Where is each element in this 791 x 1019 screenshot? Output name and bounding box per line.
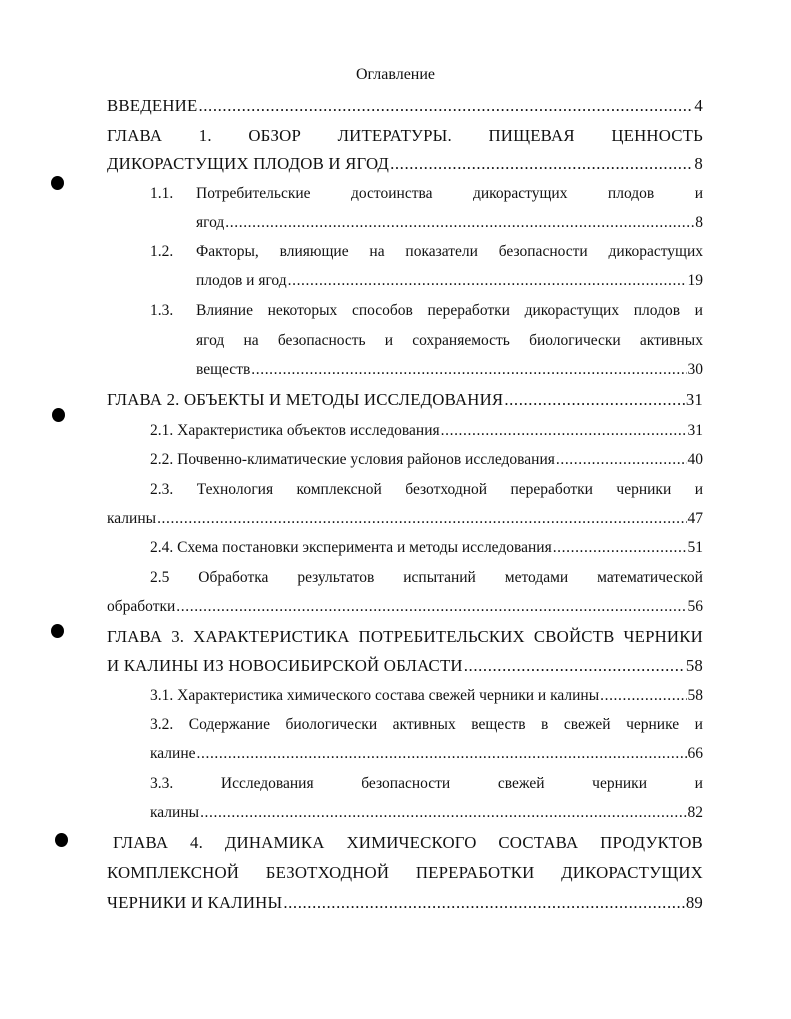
- page-number: 56: [687, 598, 703, 615]
- section-number: [150, 184, 173, 206]
- word: 2.3.: [150, 481, 174, 498]
- word: влияющие: [279, 243, 349, 260]
- word: способов: [351, 302, 413, 319]
- word: дикорастущих: [472, 185, 568, 202]
- word: ДИКОРАСТУЩИХ: [561, 863, 703, 882]
- word: ХИМИЧЕСКОГО: [346, 833, 477, 852]
- entry-text: ягод: [196, 214, 225, 231]
- page-number: 4: [694, 96, 703, 115]
- entry-text: ГЛАВА 2. ОБЪЕКТЫ И МЕТОДЫ ИССЛЕДОВАНИЯ: [107, 390, 504, 409]
- word: и: [384, 332, 394, 349]
- word: ГЛАВА: [113, 833, 169, 852]
- dot-leader: [464, 656, 685, 676]
- toc-entry-intro: [107, 96, 703, 118]
- dot-leader: [198, 96, 693, 116]
- toc-section-3-1: [150, 686, 703, 708]
- page-number: 31: [685, 390, 703, 409]
- toc-section-2-3-line2: [107, 509, 703, 531]
- page-number: 58: [687, 687, 703, 704]
- word: ЛИТЕРАТУРЫ.: [337, 126, 452, 145]
- dot-leader: [197, 744, 687, 764]
- section-number: [150, 242, 173, 264]
- section-number: [150, 301, 173, 323]
- word: ягод: [196, 332, 225, 349]
- page-number: 51: [687, 539, 703, 556]
- toc-section-1-2-line1: [196, 242, 703, 264]
- word: на: [369, 243, 385, 260]
- word: свежей: [497, 775, 545, 792]
- word: и: [694, 481, 703, 498]
- page-number: 47: [687, 510, 703, 527]
- page-number: 8: [695, 214, 703, 231]
- word: Факторы,: [196, 243, 259, 260]
- word: показатели: [405, 243, 478, 260]
- dot-leader: [600, 686, 686, 706]
- word: Содержание: [188, 716, 270, 733]
- word: ПОТРЕБИТЕЛЬСКИХ: [358, 627, 525, 646]
- page-number: 30: [687, 361, 703, 378]
- word: математической: [597, 569, 703, 586]
- word: Исследования: [220, 775, 314, 792]
- dot-leader: [390, 154, 693, 174]
- toc-title: Оглавление: [355, 66, 436, 83]
- word: ПРОДУКТОВ: [600, 833, 703, 852]
- entry-text: 2.4. Схема постановки эксперимента и методы исследования: [150, 539, 552, 556]
- toc-chapter-1-line2: [107, 154, 703, 176]
- toc-section-1-3-line1: [196, 301, 703, 323]
- word: веществ: [471, 716, 526, 733]
- word: сохраняемость: [412, 332, 510, 349]
- word: ПЕРЕРАБОТКИ: [415, 863, 535, 882]
- toc-chapter-1-line1: [107, 126, 703, 148]
- entry-text: калины: [150, 804, 200, 821]
- word: СВОЙСТВ: [533, 627, 615, 646]
- word: безопасность: [277, 332, 366, 349]
- word: безотходной: [405, 481, 488, 498]
- toc-section-3-3-line2: [150, 803, 703, 825]
- word: 2.5: [150, 569, 170, 586]
- word: КОМПЛЕКСНОЙ: [107, 863, 240, 882]
- word: некоторых: [267, 302, 338, 319]
- word: результатов: [297, 569, 375, 586]
- toc-chapter-4-line2: [107, 863, 703, 885]
- word: черники: [616, 481, 672, 498]
- word: достоинства: [351, 185, 433, 202]
- punch-hole-mark: [52, 408, 65, 422]
- toc-section-1-1-line2: [196, 213, 703, 235]
- word: испытаний: [403, 569, 476, 586]
- word: на: [243, 332, 259, 349]
- dot-leader: [556, 450, 687, 470]
- word: в: [541, 716, 549, 733]
- word: активных: [392, 716, 456, 733]
- word: ГЛАВА: [107, 126, 163, 145]
- entry-text: И КАЛИНЫ ИЗ НОВОСИБИРСКОЙ ОБЛАСТИ: [107, 656, 463, 675]
- word: 4.: [190, 833, 204, 852]
- page-number: 19: [687, 272, 703, 289]
- toc-chapter-3-line2: [107, 656, 703, 678]
- toc-section-2-5-line1: [150, 568, 703, 590]
- word: ЦЕННОСТЬ: [611, 126, 703, 145]
- dot-leader: [251, 360, 686, 380]
- punch-hole-mark: [51, 624, 64, 638]
- toc-section-1-2-line2: [196, 271, 703, 293]
- word: ГЛАВА: [107, 627, 163, 646]
- word: переработки: [427, 302, 510, 319]
- page-number: 89: [685, 893, 703, 912]
- section-number-text: 1.3.: [150, 302, 174, 319]
- punch-hole-mark: [55, 833, 68, 847]
- dot-leader: [441, 421, 687, 441]
- entry-text: калины: [107, 510, 157, 527]
- word: 3.: [171, 627, 185, 646]
- dot-leader: [288, 271, 687, 291]
- word: 1.: [198, 126, 212, 145]
- page-number: 40: [687, 451, 703, 468]
- word: биологически: [285, 716, 378, 733]
- word: дикорастущих: [524, 302, 620, 319]
- word: ХАРАКТЕРИСТИКА: [193, 627, 350, 646]
- toc-chapter-2: [107, 390, 703, 412]
- dot-leader: [504, 390, 685, 410]
- dot-leader: [200, 803, 686, 823]
- word: 3.3.: [150, 775, 174, 792]
- toc-section-1-3-line3: [196, 360, 703, 382]
- dot-leader: [157, 509, 686, 529]
- page-number: 31: [687, 422, 703, 439]
- word: методами: [504, 569, 569, 586]
- toc-section-3-2-line2: [150, 744, 703, 766]
- dot-leader: [553, 538, 687, 558]
- page-number: 82: [687, 804, 703, 821]
- entry-text: калине: [150, 745, 196, 762]
- word: свежей: [563, 716, 611, 733]
- toc-section-2-2: [150, 450, 703, 472]
- toc-chapter-4-line3: [107, 893, 703, 915]
- dot-leader: [225, 213, 694, 233]
- word: черники: [592, 775, 648, 792]
- toc-section-2-1: [150, 421, 703, 443]
- entry-text: ДИКОРАСТУЩИХ ПЛОДОВ И ЯГОД: [107, 154, 390, 173]
- word: плодов: [633, 302, 681, 319]
- entry-text: 3.1. Характеристика химического состава свежей черники и калины: [150, 687, 600, 704]
- punch-hole-mark: [51, 176, 64, 190]
- entry-text: веществ: [196, 361, 251, 378]
- toc-section-2-3-line1: [150, 480, 703, 502]
- word: СОСТАВА: [498, 833, 579, 852]
- word: Технология: [196, 481, 274, 498]
- word: чернике: [626, 716, 680, 733]
- dot-leader: [283, 893, 684, 913]
- toc-section-2-4: [150, 538, 703, 560]
- word: Влияние: [196, 302, 253, 319]
- word: и: [694, 302, 703, 319]
- entry-text: 2.2. Почвенно-климатические условия районов исследования: [150, 451, 555, 468]
- entry-text: ВВЕДЕНИЕ: [107, 96, 198, 115]
- word: биологически: [529, 332, 621, 349]
- word: плодов: [607, 185, 655, 202]
- word: Обработка: [198, 569, 269, 586]
- toc-chapter-4-line1: [113, 833, 703, 855]
- entry-text: плодов и ягод: [196, 272, 287, 289]
- word: 3.2.: [150, 716, 174, 733]
- toc-section-1-3-line2: [196, 331, 703, 353]
- word: безопасности: [361, 775, 451, 792]
- word: безопасности: [498, 243, 588, 260]
- toc-section-3-2-line1: [150, 715, 703, 737]
- word: переработки: [510, 481, 593, 498]
- dot-leader: [176, 597, 686, 617]
- section-number-text: 1.1.: [150, 185, 174, 202]
- word: ОБЗОР: [248, 126, 301, 145]
- toc-section-1-1-line1: [196, 184, 703, 206]
- word: и: [694, 716, 703, 733]
- word: ЧЕРНИКИ: [623, 627, 703, 646]
- entry-text: 2.1. Характеристика объектов исследования: [150, 422, 440, 439]
- word: и: [694, 185, 703, 202]
- page-number: 58: [685, 656, 703, 675]
- word: комплексной: [296, 481, 382, 498]
- page-number: 66: [687, 745, 703, 762]
- toc-section-3-3-line1: [150, 774, 703, 796]
- toc-section-2-5-line2: [107, 597, 703, 619]
- word: активных: [639, 332, 703, 349]
- toc-chapter-3-line1: [107, 627, 703, 649]
- entry-text: обработки: [107, 598, 176, 615]
- word: БЕЗОТХОДНОЙ: [265, 863, 390, 882]
- word: дикорастущих: [608, 243, 703, 260]
- section-number-text: 1.2.: [150, 243, 174, 260]
- word: ПИЩЕВАЯ: [488, 126, 575, 145]
- word: и: [694, 775, 703, 792]
- word: ДИНАМИКА: [224, 833, 325, 852]
- word: Потребительские: [196, 185, 311, 202]
- entry-text: ЧЕРНИКИ И КАЛИНЫ: [107, 893, 283, 912]
- page-number: 8: [694, 154, 703, 173]
